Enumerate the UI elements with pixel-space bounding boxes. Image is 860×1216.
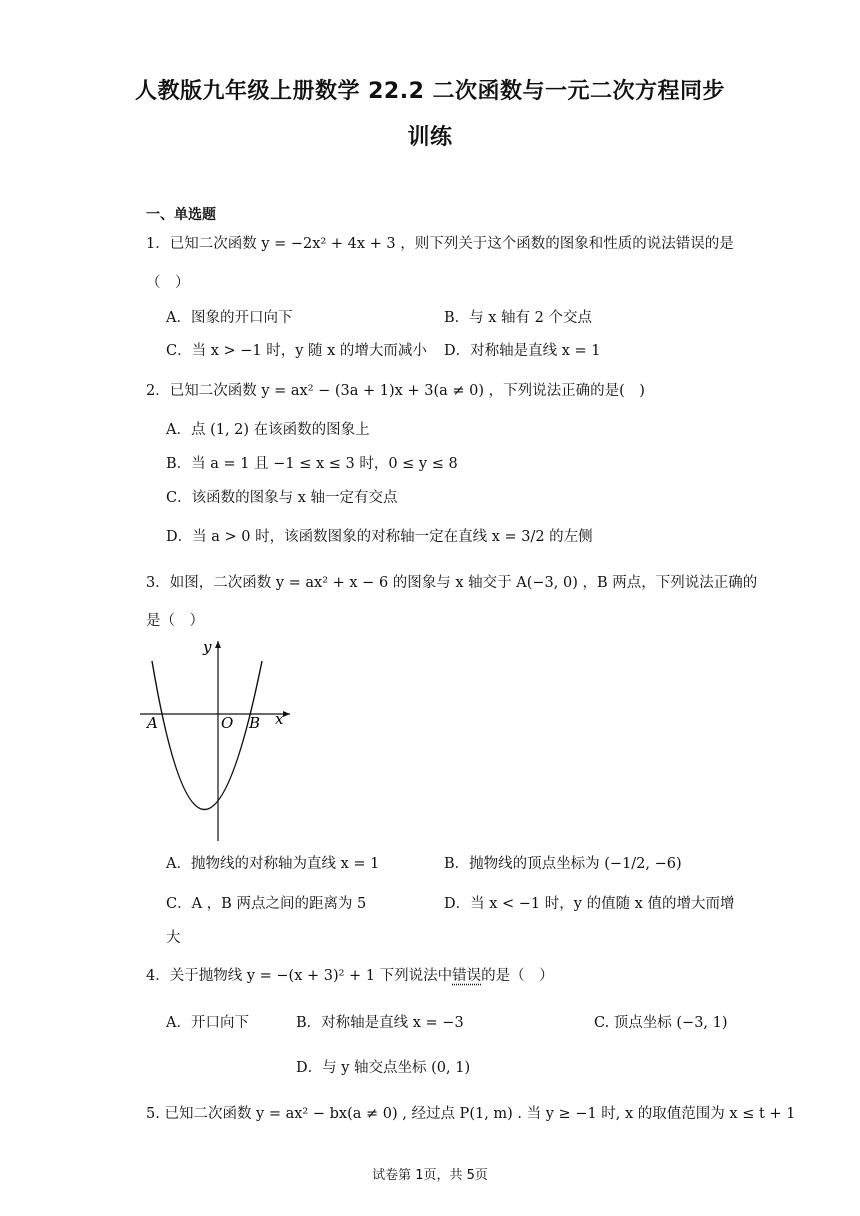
x-axis-label: x — [275, 710, 284, 728]
question-3-option-c: C．A ，B 两点之间的距离为 5 — [166, 896, 367, 912]
question-1-option-c: C．当 x > −1 时，y 随 x 的增大而减小 — [166, 343, 427, 359]
question-3-option-b: B．抛物线的顶点坐标为 (−1/2, −6) — [444, 856, 682, 872]
section-heading: 一、单选题 — [146, 207, 216, 223]
x-axis-arrow-icon — [283, 711, 290, 717]
parabola-graph-figure — [140, 636, 300, 846]
point-b-label: B — [249, 714, 261, 732]
parabola-curve — [152, 661, 262, 810]
point-a-label: A — [147, 714, 158, 732]
question-1-option-b: B．与 x 轴有 2 个交点 — [444, 310, 592, 326]
document-title-line2: 训练 — [407, 125, 453, 150]
question-4-stem-part1: 4．关于抛物线 y = −(x + 3)² + 1 下列说法中 — [146, 968, 453, 984]
question-5-stem: 5. 已知二次函数 y = ax² − bx(a ≠ 0) , 经过点 P(1, m) . 当 y ≥ −1 时, x 的取值范围为 x ≤ t + 1 — [146, 1106, 796, 1122]
question-1-paren: （ ） — [146, 275, 190, 291]
question-3-option-a: A．抛物线的对称轴为直线 x = 1 — [166, 856, 380, 872]
question-3-stem-cont: 是（ ） — [146, 613, 204, 629]
y-axis-arrow-icon — [215, 641, 221, 648]
question-3-option-d: D．当 x < −1 时，y 的值随 x 值的增大而增 — [444, 896, 735, 912]
question-4-option-d: D．与 y 轴交点坐标 (0, 1) — [296, 1060, 471, 1076]
y-axis-label: y — [203, 638, 212, 656]
question-4-option-c: C. 顶点坐标 (−3, 1) — [594, 1015, 728, 1031]
question-4-stem-part2: 的是（ ） — [481, 968, 554, 984]
document-title-line1: 人教版九年级上册数学 22.2 二次函数与一元二次方程同步 — [134, 79, 726, 104]
question-3-option-d-cont: 大 — [166, 930, 181, 946]
page-footer: 试卷第 1页，共 5页 — [372, 1168, 488, 1183]
question-2-stem: 2．已知二次函数 y = ax² − (3a + 1)x + 3(a ≠ 0) ，下列说法正确的是( ) — [146, 383, 645, 399]
question-3-stem: 3．如图，二次函数 y = ax² + x − 6 的图象与 x 轴交于 A(−3, 0) ，B 两点，下列说法正确的 — [146, 575, 758, 591]
question-2-option-c: C．该函数的图象与 x 轴一定有交点 — [166, 490, 398, 506]
origin-label: O — [221, 714, 234, 732]
question-4-emphasis: 错误 — [452, 968, 482, 984]
question-2-option-b: B．当 a = 1 且 −1 ≤ x ≤ 3 时，0 ≤ y ≤ 8 — [166, 456, 458, 472]
question-2-option-a: A．点 (1, 2) 在该函数的图象上 — [166, 422, 370, 438]
question-1-option-d: D．对称轴是直线 x = 1 — [444, 343, 601, 359]
question-1-stem: 1．已知二次函数 y = −2x² + 4x + 3 ，则下列关于这个函数的图象和性质的说法错误的是 — [146, 236, 734, 252]
question-4-option-b: B．对称轴是直线 x = −3 — [296, 1015, 464, 1031]
question-1-option-a: A．图象的开口向下 — [166, 310, 293, 326]
question-2-option-d: D．当 a > 0 时，该函数图象的对称轴一定在直线 x = 3/2 的左侧 — [166, 529, 593, 545]
question-4-option-a: A．开口向下 — [166, 1015, 249, 1031]
question-4-stem — [146, 966, 554, 986]
